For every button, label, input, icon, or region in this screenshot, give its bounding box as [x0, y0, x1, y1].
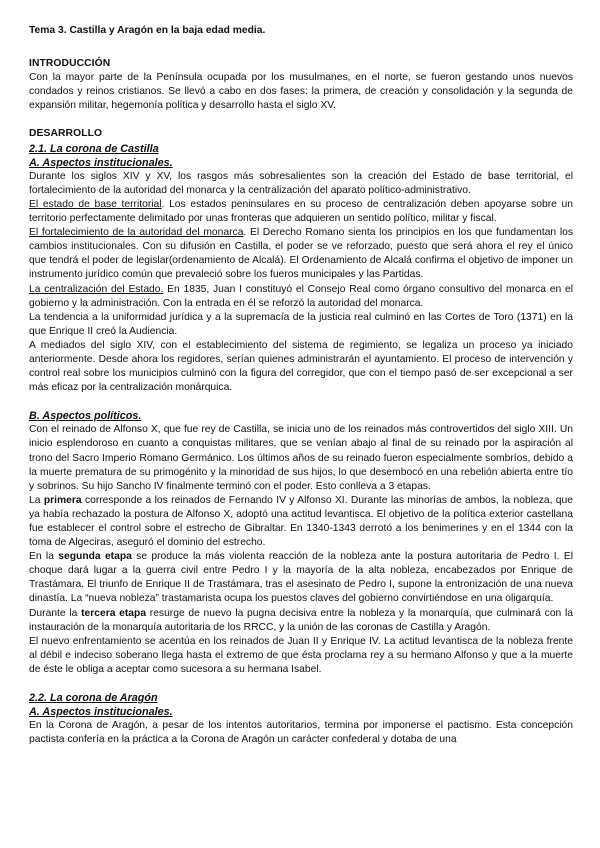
castilla-pol-p1: Con el reinado de Alfonso X, que fue rey de Castilla, se inicia uno de los reinados más controvertidos del siglo XIII. Un inicio esplendoroso en cuanto a conquistas militares, que se venían abajo al final de su reinado por la aspiración al trono del Sacro Imperio Romano Germánico. Los últimos años de su reinado fueron especialmente sombríos, debido a la muerte prematura de su primogénito y la minoridad de sus hijos, lo que desembocó en una rebelión abierta entre tío y sobrinos. Su hijo Sancho IV finalmente terminó con el poder. Esto conlleva a 3 etapas.	[29, 424, 573, 492]
p4-rest: resurge de nuevo la pugna decisiva entre la nobleza y la monarquía, que culminará con la instauración de la monarquía autoritaria de los RRCC, y la unión de las coronas de Castilla y Aragón.	[29, 607, 573, 633]
castilla-inst-p4	[29, 283, 573, 311]
aragon-inst-p1: En la Corona de Aragón, a pesar de los intentos autoritarios, termina por imponerse el pactismo. Esta concepción pactista confería en la práctica a la Corona de Aragón un carácter confederal y dotaba de una	[29, 720, 573, 746]
intro-heading: INTRODUCCIÓN	[29, 58, 111, 70]
intro-paragraph: Con la mayor parte de la Península ocupada por los musulmanes, en el norte, se fueron gestando unos nuevos condados y reinos cristianos. Se llevó a cabo en dos fases: la primera, de creación y consolidación y la segunda de expansión militar, hegemonía política y desarrollo hasta el siglo XV.	[29, 72, 573, 112]
castilla-pol-p3	[29, 550, 573, 606]
p2-pre: La	[29, 494, 44, 506]
castilla-pol-p4	[29, 607, 573, 635]
castilla-pol-p2	[29, 494, 573, 550]
p2-lead: El estado de base territorial	[29, 198, 162, 210]
p4-bold: tercera etapa	[81, 607, 147, 619]
p2-body: . Los estados peninsulares en su proceso de centralización deben apoyarse sobre un territorio perfectamente delimitado por unas fronteras que adquieren un sentido político, militar y fiscal.	[29, 198, 573, 225]
p3-pre: En la	[29, 551, 59, 563]
castilla-inst-p6: A mediados del siglo XIV, con el establecimiento del sistema de regimiento, se legaliza un proceso ya iniciado anteriormente. Desde ahora los regidores, serían quienes administrarán el ayuntamiento. El proceso de intervención y control real sobre los municipios culminó con la figura del corregidor, que con el tiempo pasó de ser excepcional a ser más eficaz por la centralización monárquica.	[29, 339, 573, 394]
castilla-inst-p2	[29, 198, 573, 226]
desarrollo-heading: DESARROLLO	[29, 128, 103, 140]
castilla-inst-p3	[29, 226, 573, 282]
p3-rest: se produce la más violenta reacción de la nobleza ante la postura autoritaria de Pedro I. El choque dará lugar a la guerra civil entre Pedro I y la mayoría de la alta nobleza, encabezados por Enrique de Trastámara. El triunfo de Enrique II de Trastámara, tras el asesinato de Pedro I, supone la entronización de una nueva dinastía. La “nueva nobleza” trastamarista ocupa los puestos claves del gobierno convirtiéndose en una oligarquía.	[29, 551, 573, 605]
document-title: Tema 3. Castilla y Aragón en la baja edad media.	[29, 25, 266, 36]
p2-bold: primera	[43, 494, 82, 506]
p2-rest: corresponde a los reinados de Fernando IV y Alfonso XI. Durante las minorías de ambos, la nobleza, que ya había rechazado la postura de Alfonso X, adoptó una actitud levantisca. El objetivo de la política exterior castellana fue establecer el control sobre el estrecho de Gibraltar. En 1340-1343 derrotó a los benimerines y en el 1344 con la toma de Algeciras, aseguró el dominio del estrecho.	[29, 494, 573, 549]
castilla-pol-p5: El nuevo enfrentamiento se acentúa en los reinados de Juan II y Enrique IV. La actitud levantisca de la nobleza frente al débil e indeciso soberano llega hasta el extremo de que ésta proclama rey a su hermano Alfonso y que a la muerte de éste le obliga a aceptar como sucesora a su hermana Isabel.	[29, 635, 573, 675]
castilla-politicos-heading: B. Aspectos políticos.	[29, 410, 142, 423]
p4-lead: La centralización del Estado.	[29, 283, 164, 295]
aragon-institucionales-heading: A. Aspectos institucionales.	[29, 706, 173, 719]
document-page	[29, 24, 573, 747]
castilla-inst-p1: Durante los siglos XIV y XV, los rasgos más sobresalientes son la creación del Estado de base territorial, el fortalecimiento de la autoridad del monarca y la centralización del aparato político-administrativo.	[29, 170, 573, 196]
p4-body: En 1835, Juan I constituyó el Consejo Real como órgano consultivo del monarca en el gobierno y la administración. Con la entrada en él se reforzó la autoridad del monarca.	[29, 283, 574, 309]
castilla-institucionales-heading: A. Aspectos institucionales.	[29, 156, 173, 169]
castilla-inst-p5: La tendencia a la uniformidad jurídica y a la supremacía de la justicia real culminó en las Cortes de Toro (1371) en la que Enrique II creó la Audiencia.	[29, 311, 573, 337]
p4-pre: Durante la	[29, 607, 82, 619]
section-aragon-heading: 2.2. La corona de Aragón	[29, 692, 158, 705]
p3-lead: El fortalecimiento de la autoridad del monarca	[29, 227, 244, 239]
p3-body: . El Derecho Romano sienta los principios en los que fundamentan los cambios institucionales. Con su difusión en Castilla, el poder se ve reforzado, puesto que será ahora el rey el único que tendrá el poder de legislar(ordenamiento de Alcalá). El Ordenamiento de Alcalá confirma el objetivo de imponer un instrumento jurídico común que prevaleció sobre los fueros municipales y las Partidas.	[29, 227, 573, 281]
section-castilla-heading: 2.1. La corona de Castilla	[29, 142, 159, 155]
p3-bold: segunda etapa	[58, 551, 132, 563]
